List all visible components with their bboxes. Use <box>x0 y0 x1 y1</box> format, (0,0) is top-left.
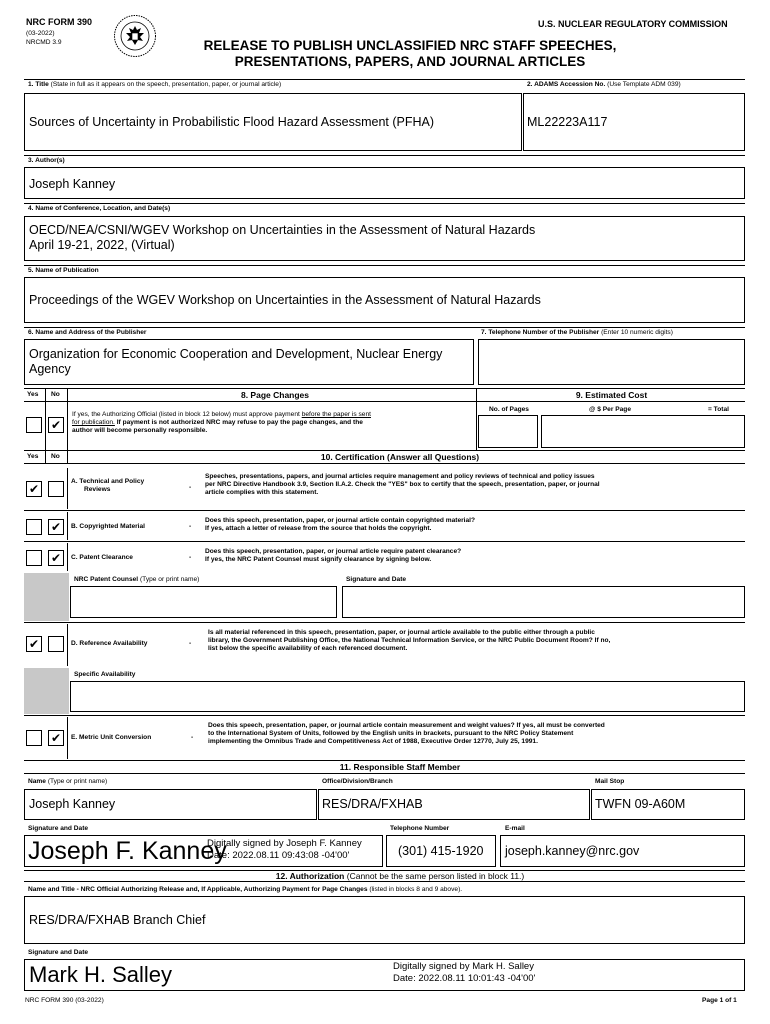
copyright-label: B. Copyrighted Material <box>71 523 146 530</box>
block4-heading: 4. Name of Conference, Location, and Date(s) <box>28 205 171 212</box>
block8-yes-header: Yes <box>27 391 39 398</box>
staff-email-value: joseph.kanney@nrc.gov <box>505 844 640 858</box>
gray-spacer <box>24 668 69 714</box>
metric-text: Does this speech, presentation, paper, or journal article contain measurement and weight values? If yes, all must be converted to the International System of Units, followed by the English units in brackets, pursuant to the NRC Policy Statement implementing the Omnibus Trade and Competitiveness Act of 1988, Executive Order 12770, July 25, 1991. <box>208 722 605 745</box>
block2-heading: 2. ADAMS Accession No. (Use Template ADM 039) <box>527 81 681 88</box>
form-date: (03-2022) <box>26 30 55 37</box>
author-field[interactable] <box>24 167 745 199</box>
title-value: Sources of Uncertainty in Probabilistic Flood Hazard Assessment (PFHA) <box>29 115 435 129</box>
publisher-line2: Agency <box>29 362 71 376</box>
cost-field[interactable] <box>541 415 745 448</box>
pages-field[interactable] <box>478 415 538 448</box>
footer-page-number: Page 1 of 1 <box>702 997 737 1004</box>
conference-line1: OECD/NEA/CSNI/WGEV Workshop on Uncertainties in the Assessment of Natural Hazards <box>29 223 536 237</box>
block1-heading: 1. Title (State in full as it appears on the speech, presentation, paper, or journal article) <box>28 81 282 88</box>
per-page-col-header: @ $ Per Page <box>589 406 631 413</box>
staff-mailstop-heading: Mail Stop <box>595 778 625 785</box>
agency-name: U.S. NUCLEAR REGULATORY COMMISSION <box>538 19 728 29</box>
publisher-phone-field[interactable] <box>478 339 745 385</box>
page-changes-no-checkbox[interactable]: ✔ <box>48 417 64 433</box>
patent-label: C. Patent Clearance <box>71 554 133 561</box>
adams-accession-value: ML22223A117 <box>527 115 608 129</box>
total-col-header: = Total <box>708 406 729 413</box>
reference-no-checkbox[interactable] <box>48 636 64 652</box>
tech-review-label: A. Technical and Policy Reviews <box>71 478 145 493</box>
patent-signature-field[interactable] <box>342 586 745 618</box>
reference-label: D. Reference Availability <box>71 640 148 647</box>
publication-value: Proceedings of the WGEV Workshop on Uncertainties in the Assessment of Natural Hazards <box>29 293 541 307</box>
form-title-line2: PRESENTATIONS, PAPERS, AND JOURNAL ARTICLES <box>234 54 586 69</box>
publisher-line1: Organization for Economic Cooperation and Development, Nuclear Energy <box>29 347 443 361</box>
staff-office-value: RES/DRA/FXHAB <box>322 797 423 811</box>
tech-review-text: Speeches, presentations, papers, and journal articles require management and policy reviews of technical and policy issues per NRC Directive Handbook 3.9, Section II.A.2. Check the "YES" box to certify that the speech, presentation, paper, or journal article complies with this statement. <box>205 473 600 496</box>
specific-availability-field[interactable] <box>70 681 745 712</box>
reference-yes-checkbox[interactable]: ✔ <box>26 636 42 652</box>
footer-form-id: NRC FORM 390 (03-2022) <box>25 997 104 1004</box>
staff-phone-heading: Telephone Number <box>390 825 450 832</box>
block7-heading: 7. Telephone Number of the Publisher (Enter 10 numeric digits) <box>481 329 673 336</box>
authorizer-title-value: RES/DRA/FXHAB Branch Chief <box>29 913 206 927</box>
patent-counsel-heading: NRC Patent Counsel (Type or print name) <box>74 576 200 583</box>
copyright-text: Does this speech, presentation, paper, or journal article contain copyrighted material? If yes, attach a letter of release from the source that holds the copyright. <box>205 517 476 532</box>
block12-heading: 12. Authorization (Cannot be the same person listed in block 11.) <box>275 871 525 881</box>
form-ref: NRCMD 3.9 <box>26 39 62 46</box>
block9-heading: 9. Estimated Cost <box>575 390 648 400</box>
patent-signature-heading: Signature and Date <box>346 576 407 583</box>
nrc-seal-icon <box>113 14 157 58</box>
metric-label: E. Metric Unit Conversion <box>71 734 152 741</box>
authorizer-digital-signature: Digitally signed by Mark H. Salley Date: 2022.08.11 10:01:43 -04'00' <box>393 961 536 984</box>
authorizer-title-heading: Name and Title - NRC Official Authorizing Release and, If Applicable, Authorizing Payment for Page Changes (listed in blocks 8 and 9 above). <box>28 886 463 893</box>
staff-name-value: Joseph Kanney <box>29 797 116 811</box>
author-value: Joseph Kanney <box>29 177 116 191</box>
pages-col-header: No. of Pages <box>489 406 529 413</box>
block8-no-header: No <box>51 391 60 398</box>
block10-heading: 10. Certification (Answer all Questions) <box>320 452 480 462</box>
staff-phone-value: (301) 415-1920 <box>398 844 484 858</box>
form-id: NRC FORM 390 <box>26 17 93 27</box>
copyright-yes-checkbox[interactable] <box>26 519 42 535</box>
authorizer-signature: Mark H. Salley <box>29 962 173 987</box>
patent-counsel-field[interactable] <box>70 586 337 618</box>
block10-yes-header: Yes <box>27 453 39 460</box>
block3-heading: 3. Author(s) <box>28 157 65 164</box>
specific-availability-heading: Specific Availability <box>74 671 136 678</box>
staff-email-heading: E-mail <box>505 825 525 832</box>
staff-name-heading: Name (Type or print name) <box>28 778 108 785</box>
tech-review-yes-checkbox[interactable]: ✔ <box>26 481 42 497</box>
staff-signature-heading: Signature and Date <box>28 825 89 832</box>
block6-heading: 6. Name and Address of the Publisher <box>28 329 147 336</box>
reference-text: Is all material referenced in this speech, presentation, paper, or journal article available to the public either through a public library, the Government Publishing Office, the National Technical Information Service, or the NRC Public Document Room? If no, list below the specific availability of each referenced document. <box>208 629 611 652</box>
publisher-field[interactable] <box>24 339 474 385</box>
block5-heading: 5. Name of Publication <box>28 267 99 274</box>
staff-signature: Joseph F. Kanney <box>28 837 227 865</box>
conference-line2: April 19-21, 2022, (Virtual) <box>29 238 175 252</box>
patent-no-checkbox[interactable]: ✔ <box>48 550 64 566</box>
page-changes-text: If yes, the Authorizing Official (listed in block 12 below) must approve payment before the paper is sent for publication. If payment is not authorized NRC may refuse to pay the page changes, and the author will become personally responsible. <box>72 411 371 434</box>
form-title-line1: RELEASE TO PUBLISH UNCLASSIFIED NRC STAFF SPEECHES, <box>203 38 617 53</box>
patent-yes-checkbox[interactable] <box>26 550 42 566</box>
block10-no-header: No <box>51 453 60 460</box>
block11-heading: 11. Responsible Staff Member <box>339 762 461 772</box>
staff-digital-signature: Digitally signed by Joseph F. Kanney Date: 2022.08.11 09:43:08 -04'00' <box>207 838 362 861</box>
block8-heading: 8. Page Changes <box>240 390 310 400</box>
page-changes-yes-checkbox[interactable] <box>26 417 42 433</box>
tech-review-no-checkbox[interactable] <box>48 481 64 497</box>
staff-office-heading: Office/Division/Branch <box>322 778 393 785</box>
patent-text: Does this speech, presentation, paper, or journal article require patent clearance? If yes, the NRC Patent Counsel must signify clearance by signing below. <box>205 548 462 563</box>
metric-yes-checkbox[interactable] <box>26 730 42 746</box>
gray-spacer <box>24 573 69 621</box>
copyright-no-checkbox[interactable]: ✔ <box>48 519 64 535</box>
authorizer-signature-heading: Signature and Date <box>28 949 89 956</box>
metric-no-checkbox[interactable]: ✔ <box>48 730 64 746</box>
staff-mailstop-value: TWFN 09-A60M <box>595 797 686 811</box>
